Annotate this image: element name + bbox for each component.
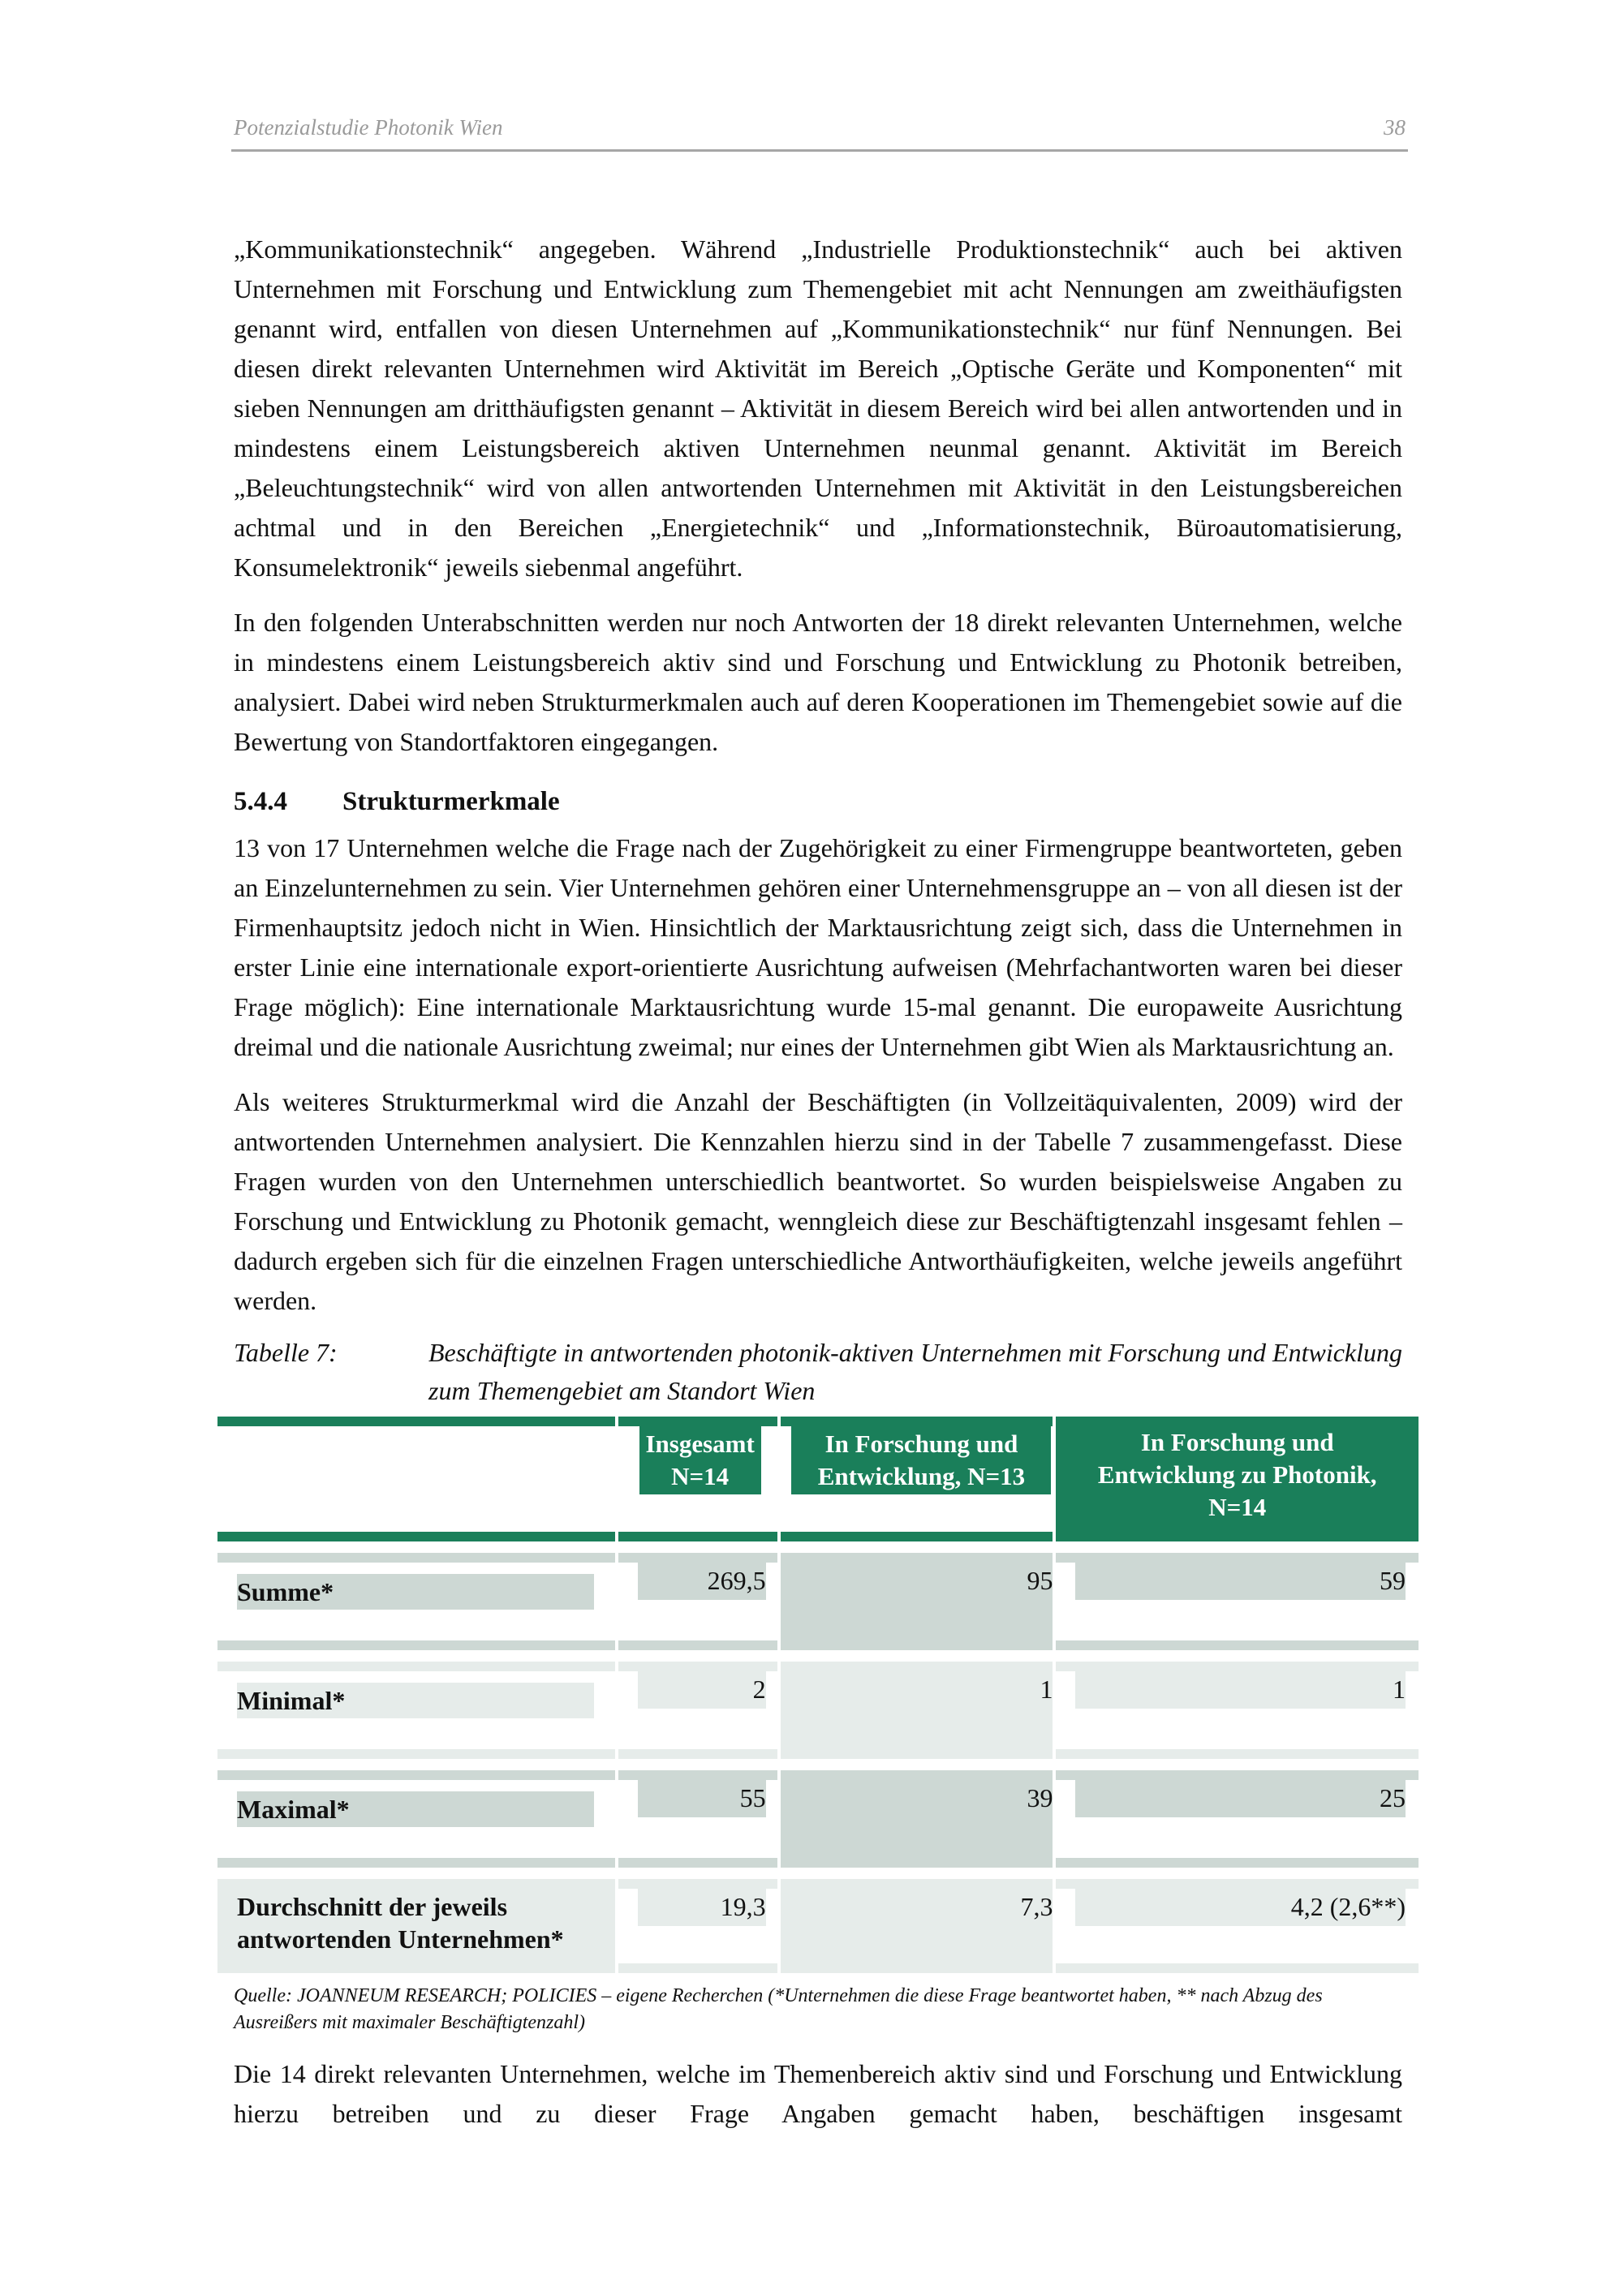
- table-row: [217, 1889, 1419, 1963]
- row-value: 7,3: [781, 1889, 1053, 1963]
- header-empty-cell: [217, 1426, 615, 1532]
- header-title: Potenzialstudie Photonik Wien: [234, 115, 503, 140]
- column-header: Insgesamt N=14: [618, 1426, 777, 1532]
- paragraph: 13 von 17 Unternehmen welche die Frage nach der Zugehörigkeit zu einer Firmengruppe beantworteten, geben an Einzelunternehmen zu sein. Vier Unternehmen gehören einer Unternehmensgruppe an – von all diesen ist der Firmenhauptsitz jedoch nicht in Wien. Hinsichtlich der Marktausrichtung zeigt sich, dass die Unternehmen in erster Linie eine internationale export-orientierte Ausrichtung aufweisen (Mehrfachantworten waren bei dieser Frage möglich): Eine internationale Marktausrichtung wurde 15-mal genannt. Die europaweite Ausrichtung dreimal und die nationale Ausrichtung zweimal; nur eines der Unternehmen gibt Wien als Marktausrichtung an.: [234, 833, 1402, 1061]
- document-body: [234, 230, 1406, 2149]
- table-caption: [234, 1334, 1402, 1410]
- employment-table: [214, 1417, 1422, 1973]
- section-title: Strukturmerkmale: [342, 787, 560, 816]
- paragraph: „Kommunikationstechnik“ angegeben. Während „Industrielle Produktionstechnik“ auch bei aktiven Unternehmen mit Forschung und Entwicklung zum Themengebiet mit acht Nennungen am zweithäufigsten genannt wird, entfallen von diesen Unternehmen auf „Kommunikationstechnik“ nur fünf Nennungen. Bei diesen direkt relevanten Unternehmen wird Aktivität im Bereich „Optische Geräte und Komponenten“ mit sieben Nennungen am dritthäufigsten genannt – Aktivität in diesem Bereich wird bei allen antwortenden und in mindestens einem Leistungsbereich aktiven Unternehmen neunmal genannt. Aktivität im Bereich „Beleuchtungstechnik“ wird von allen antwortenden Unternehmen mit Aktivität in den Leistungsbereichen achtmal und in den Bereichen „Energietechnik“ und „Informationstechnik, Büroautomatisierung, Konsumelektronik“ jeweils siebenmal angeführt.: [234, 234, 1402, 582]
- row-value: 269,5: [618, 1563, 777, 1640]
- row-value: 39: [781, 1780, 1053, 1858]
- section-heading: [234, 783, 1402, 820]
- table-source-note: Quelle: JOANNEUM RESEARCH; POLICIES – eigene Recherchen (*Unternehmen die diese Frage beantwortet haben, ** nach Abzug des Ausreißers mit maximaler Beschäftigtenzahl): [234, 1985, 1323, 2033]
- table-header-bottom-bar: [217, 1532, 1419, 1541]
- header-divider: [231, 149, 1408, 152]
- row-value: 1: [781, 1671, 1053, 1749]
- row-value: 1: [1056, 1671, 1419, 1749]
- row-label: Minimal*: [217, 1671, 615, 1749]
- row-value: 25: [1056, 1780, 1419, 1858]
- row-value: 4,2 (2,6**): [1056, 1889, 1419, 1963]
- running-header: [234, 115, 1406, 153]
- paragraph: Die 14 direkt relevanten Unternehmen, welche im Themenbereich aktiv sind und Forschung und Entwicklung hierzu betreiben und zu dieser Frage Angaben gemacht haben, beschäftigen insgesamt: [234, 2059, 1402, 2128]
- page-number: 38: [1384, 115, 1406, 140]
- row-value: 19,3: [618, 1889, 777, 1963]
- row-value: 2: [618, 1671, 777, 1749]
- column-header: In Forschung und Entwicklung, N=13: [781, 1426, 1053, 1532]
- row-label: Maximal*: [217, 1780, 615, 1858]
- table-caption-text: Beschäftigte in antwortenden photonik-aktiven Unternehmen mit Forschung und Entwicklung zum Themengebiet am Standort Wien: [428, 1338, 1402, 1405]
- row-label: Summe*: [217, 1563, 615, 1640]
- table-row: [217, 1563, 1419, 1640]
- paragraph: In den folgenden Unterabschnitten werden nur noch Antworten der 18 direkt relevanten Unternehmen, welche in mindestens einem Leistungsbereich aktiv sind und Forschung und Entwicklung zu Photonik betreiben, analysiert. Dabei wird neben Strukturmerkmalen auch auf deren Kooperationen im Themengebiet sowie auf die Bewertung von Standortfaktoren eingegangen.: [234, 608, 1402, 756]
- row-value: 59: [1056, 1563, 1419, 1640]
- table-row: [217, 1671, 1419, 1749]
- section-number: 5.4.4: [234, 787, 287, 816]
- paragraph: Als weiteres Strukturmerkmal wird die Anzahl der Beschäftigten (in Vollzeitäquivalenten, 2009) wird der antwortenden Unternehmen analysiert. Die Kennzahlen hierzu sind in der Tabelle 7 zusammengefasst. Diese Fragen wurden von den Unternehmen unterschiedlich beantwortet. So wurden beispielsweise Angaben zu Forschung und Entwicklung zu Photonik gemacht, wenngleich diese zur Beschäftigtenzahl insgesamt fehlen – dadurch ergeben sich für die einzelnen Fragen unterschiedliche Antworthäufigkeiten, welche jeweils angeführt werden.: [234, 1087, 1402, 1315]
- row-value: 95: [781, 1563, 1053, 1640]
- row-label: Durchschnitt der jeweils antwortenden Unternehmen*: [217, 1889, 615, 1963]
- table-caption-label: Tabelle 7:: [234, 1338, 338, 1367]
- table-row: [217, 1780, 1419, 1858]
- column-header: In Forschung und Entwicklung zu Photonik, N=14: [1056, 1426, 1419, 1532]
- table-header-row: [217, 1426, 1419, 1532]
- row-value: 55: [618, 1780, 777, 1858]
- table-top-bar: [217, 1417, 1419, 1426]
